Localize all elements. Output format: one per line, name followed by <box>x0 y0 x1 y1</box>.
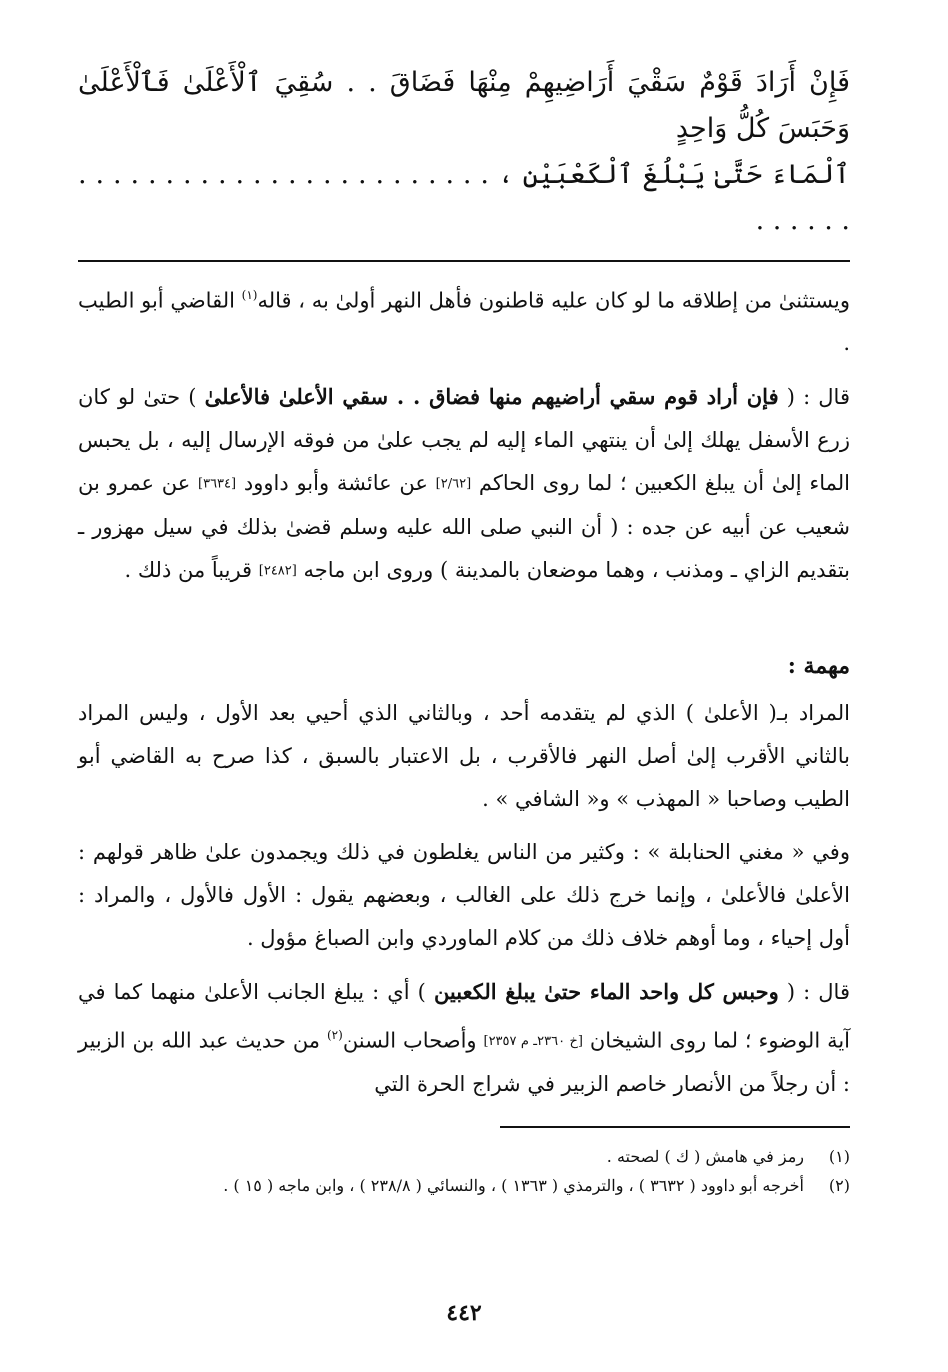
footnote-text: أخرجه أبو داوود ( ٣٦٣٢ ) ، والترمذي ( ١٣٦٣ ) ، والنسائي ( ٢٣٨/٨ ) ، وابن ماجه ( ١٥ ) . <box>223 1176 804 1195</box>
matn-divider <box>78 260 850 262</box>
paragraph-text: القاضي أبو الطيب . <box>78 288 850 356</box>
paragraph-text: عن عائشة وأبو داوود <box>236 471 436 496</box>
commentary-paragraph-4: وفي « مغني الحنابلة » : وكثير من الناس يغلطون في ذلك ويجمدون علىٰ ظاهر قولهم : الأعلىٰ فالأعلىٰ ، وإنما خرج ذلك على الغالب ، وبعضهم يقول : الأول فالأول ، والمراد : أول إحياء ، وما أوهم خلاف ذلك من كلام الماوردي وابن الصباغ مؤول . <box>78 840 850 951</box>
footnote-number: (١) <box>828 1147 850 1166</box>
footnotes <box>78 1142 850 1200</box>
hadith-reference: [٢/٦٢] <box>435 476 472 492</box>
footnote-2 <box>78 1171 850 1200</box>
hadith-reference: [٢٤٨٢] <box>258 563 297 579</box>
footnote-marker-2: (٢) <box>326 1028 343 1043</box>
matn-line-1: فَإِنْ أَرَادَ قَوْمٌ سَقْيَ أَرَاضِيهِمْ مِنْهَا فَضَاقَ . . سُقِيَ ٱلْأَعْلَىٰ فَٱلْأَعْلَىٰ وَحَبَسَ كُلُّ وَاحِدٍ <box>78 67 850 144</box>
paragraph-text: قريباً من ذلك . <box>124 557 259 582</box>
quoted-matn: وحبس كل واحد الماء حتىٰ يبلغ الكعبين <box>433 979 779 1005</box>
paragraph-text: قال : ( <box>778 980 850 1005</box>
footnote-marker-1: (١) <box>241 288 258 302</box>
footnote-1 <box>78 1142 850 1171</box>
matn-text <box>78 54 850 254</box>
paragraph-text: قال : ( <box>778 385 850 410</box>
page-number: ٤٤٢ <box>446 1300 482 1326</box>
commentary-paragraph-2 <box>78 375 850 592</box>
quoted-matn: فإن أراد قوم سقي أراضيهم منها فضاق . . سقي الأعلىٰ فالأعلىٰ <box>204 384 779 410</box>
paragraph-text: ويستثنىٰ من إطلاقه ما لو كان عليه قاطنون فأهل النهر أولىٰ به ، قاله <box>257 288 850 313</box>
footnote-divider <box>500 1126 850 1128</box>
footnote-text: رمز في هامش ( ك ) لصحته . <box>606 1147 804 1166</box>
paragraph-text: ) حتىٰ لو كان زرع الأسفل يهلك إلىٰ أن ينتهي الماء إليه لم يجب علىٰ من فوقه الإرسال إليه ، بل يحبس الماء إلىٰ أن يبلغ الكعبين ؛ لما روى الحاكم <box>78 385 850 496</box>
hadith-reference: [خ ٢٣٦٠ـ م ٢٣٥٧] <box>483 1034 583 1049</box>
paragraph-text: عن عمرو بن شعيب عن أبيه عن جده : ( أن النبي صلى الله عليه وسلم قضىٰ بذلك في سيل مهزور ـ بتقديم الزاي ـ ومذنب ، وهما موضعان بالمدينة ) وروى ابن ماجه <box>78 471 850 582</box>
matn-line-2: ٱلْمَاءَ حَتَّىٰ يَبْلُغَ ٱلْكَعْبَيْنِ ، . . . . . . . . . . . . . . . . . . . . . . . . . . . . . . <box>78 159 850 236</box>
commentary-paragraph-1 <box>78 274 850 365</box>
paragraph-text: من حديث عبد الله بن الزبير : أن رجلاً من الأنصار خاصم الزبير في شراج الحرة التي <box>78 1028 850 1096</box>
hadith-reference: [٣٦٣٤] <box>198 476 237 492</box>
footnote-number: (٢) <box>828 1176 850 1195</box>
paragraph-text: ) أي : يبلغ الجانب الأعلىٰ منهما كما في آية الوضوء ؛ لما روى الشيخان <box>78 980 851 1053</box>
commentary-paragraph-5 <box>78 970 850 1106</box>
section-heading: مهمة : <box>787 653 850 680</box>
commentary-paragraph-3: المراد بـ( الأعلىٰ ) الذي لم يتقدمه أحد ، وبالثاني الذي أحيي بعد الأول ، وليس المراد بالثاني الأقرب إلىٰ أصل النهر فالأقرب ، بل الاعتبار بالسبق ، كذا صرح به القاضي أبو الطيب وصاحبا « المهذب » و« الشافي » . <box>78 701 850 812</box>
book-page <box>78 54 850 1344</box>
paragraph-text: وأصحاب السنن <box>342 1028 484 1053</box>
